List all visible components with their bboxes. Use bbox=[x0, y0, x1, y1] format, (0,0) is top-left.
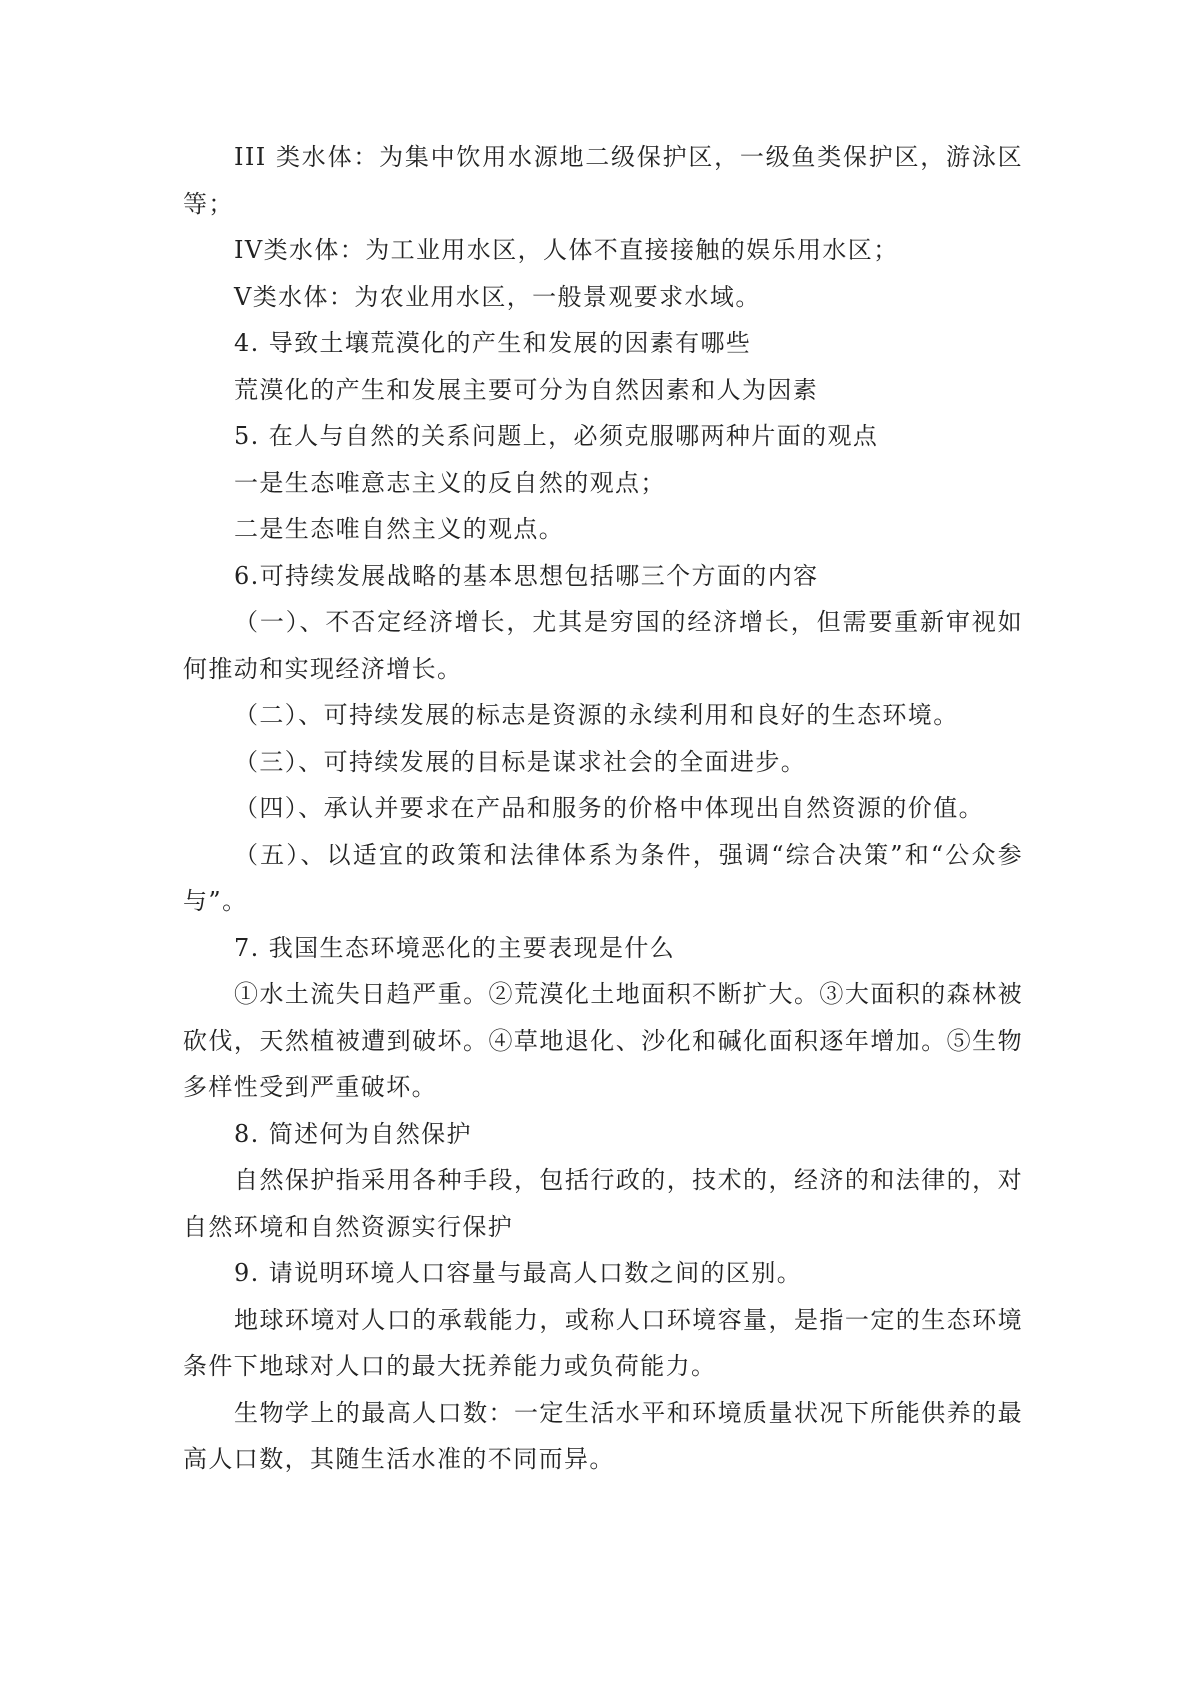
paragraph-class-iii-water: III 类水体：为集中饮用水源地二级保护区，一级鱼类保护区，游泳区等； bbox=[183, 143, 1023, 218]
question-6-point-4: （四）、承认并要求在产品和服务的价格中体现出自然资源的价值。 bbox=[234, 794, 984, 822]
question-5-heading: 5. 在人与自然的关系问题上，必须克服哪两种片面的观点 bbox=[234, 422, 879, 450]
question-6-heading: 6.可持续发展战略的基本思想包括哪三个方面的内容 bbox=[234, 561, 819, 590]
document-body bbox=[183, 134, 1023, 1483]
question-9-heading: 9. 请说明环境人口容量与最高人口数之间的区别。 bbox=[234, 1259, 803, 1287]
question-9-answer-2: 生物学上的最高人口数：一定生活水平和环境质量状况下所能供养的最高人口数，其随生活水准的不同而异。 bbox=[183, 1398, 1023, 1473]
question-8-heading: 8. 简述何为自然保护 bbox=[234, 1119, 472, 1148]
question-4-heading: 4. 导致土壤荒漠化的产生和发展的因素有哪些 bbox=[234, 329, 752, 357]
question-8-answer: 自然保护指采用各种手段，包括行政的，技术的，经济的和法律的，对自然环境和自然资源实行保护 bbox=[183, 1166, 1023, 1241]
question-6-point-2: （二）、可持续发展的标志是资源的永续利用和良好的生态环境。 bbox=[234, 701, 959, 729]
question-7-answer: ①水土流失日趋严重。②荒漠化土地面积不断扩大。③大面积的森林被砍伐，天然植被遭到破坏。④草地退化、沙化和碱化面积逐年增加。⑤生物多样性受到严重破坏。 bbox=[183, 980, 1023, 1101]
question-6-point-1: （一）、不否定经济增长，尤其是穷国的经济增长，但需要重新审视如何推动和实现经济增长。 bbox=[183, 608, 1023, 683]
question-7-heading: 7. 我国生态环境恶化的主要表现是什么 bbox=[234, 933, 676, 962]
question-4-answer: 荒漠化的产生和发展主要可分为自然因素和人为因素 bbox=[234, 375, 819, 404]
paragraph-class-iv-water: IV类水体：为工业用水区，人体不直接接触的娱乐用水区； bbox=[234, 236, 899, 264]
question-6-point-5: （五）、以适宜的政策和法律体系为条件，强调“综合决策”和“公众参与”。 bbox=[183, 840, 1023, 915]
question-9-answer-1: 地球环境对人口的承载能力，或称人口环境容量，是指一定的生态环境条件下地球对人口的最大抚养能力或负荷能力。 bbox=[183, 1305, 1023, 1380]
question-5-answer-1: 一是生态唯意志主义的反自然的观点； bbox=[234, 468, 666, 497]
question-5-answer-2: 二是生态唯自然主义的观点。 bbox=[234, 515, 565, 543]
paragraph-class-v-water: V类水体：为农业用水区，一般景观要求水域。 bbox=[234, 282, 761, 311]
question-6-point-3: （三）、可持续发展的目标是谋求社会的全面进步。 bbox=[234, 747, 807, 776]
